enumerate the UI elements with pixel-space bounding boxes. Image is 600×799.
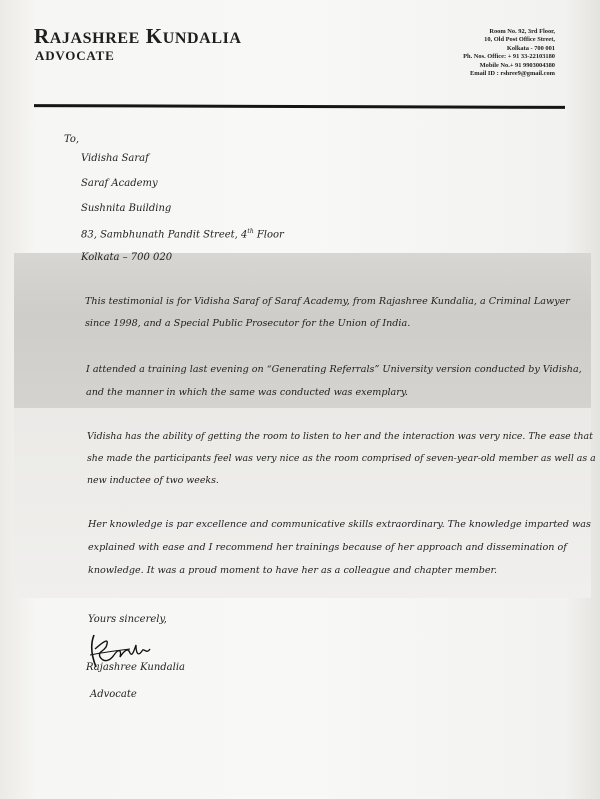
- paragraph-line: I attended a training last evening on “Generating Referrals” University version conducted by Vidisha,: [86, 364, 582, 375]
- paragraph-line: she made the participants feel was very nice as the room comprised of seven-year-old member as well as a: [87, 453, 596, 464]
- recipient-city-line: Kolkata – 700 020: [81, 252, 173, 263]
- letterhead-address: [463, 28, 555, 78]
- recipient-line: Vidisha Saraf: [81, 153, 149, 164]
- address-line: Mobile No.+ 91 9903004380: [479, 61, 555, 69]
- paragraph-line: and the manner in which the same was conducted was exemplary.: [86, 387, 409, 398]
- address-line: Room No. 92, 3rd Floor,: [489, 28, 555, 35]
- paragraph-line: since 1998, and a Special Public Prosecutor for the Union of India.: [85, 318, 411, 329]
- paragraph-line: knowledge. It was a proud moment to have her as a colleague and chapter member.: [88, 565, 498, 576]
- scan-shadow-band: [14, 253, 591, 408]
- paragraph-line: Her knowledge is par excellence and communicative skills extraordinary. The knowledge imparted was: [88, 519, 591, 530]
- address-line: Ph. Nos. Office: + 91 33-22103180: [463, 53, 555, 61]
- paragraph-line: new inductee of two weeks.: [87, 475, 219, 486]
- salutation: To,: [64, 134, 80, 145]
- paragraph-line: This testimonial is for Vidisha Saraf of Saraf Academy, from Rajashree Kundalia, a Criminal Lawyer: [85, 296, 570, 307]
- recipient-street-line: 83, Sambhunath Pandit Street, 4th Floor: [81, 228, 284, 241]
- signer-name: Rajashree Kundalia: [86, 662, 186, 673]
- address-line: Kolkata - 700 001: [506, 44, 555, 52]
- paragraph-line: explained with ease and I recommend her trainings because of her approach and dissemination of: [88, 542, 567, 553]
- paragraph-line: Vidisha has the ability of getting the room to listen to her and the interaction was very nice. The ease that: [87, 431, 593, 442]
- letterhead-name: RAJASHREE KUNDALIA: [34, 24, 242, 48]
- recipient-line: Sushnita Building: [81, 203, 172, 214]
- recipient-line: Saraf Academy: [81, 178, 158, 189]
- letterhead-designation: ADVOCATE: [35, 48, 115, 63]
- valediction: Yours sincerely,: [88, 614, 167, 625]
- signer-title: Advocate: [90, 689, 137, 700]
- address-line: Email ID : rshree9@gmail.com: [470, 70, 555, 78]
- address-line: 10, Old Post Office Street,: [484, 36, 555, 44]
